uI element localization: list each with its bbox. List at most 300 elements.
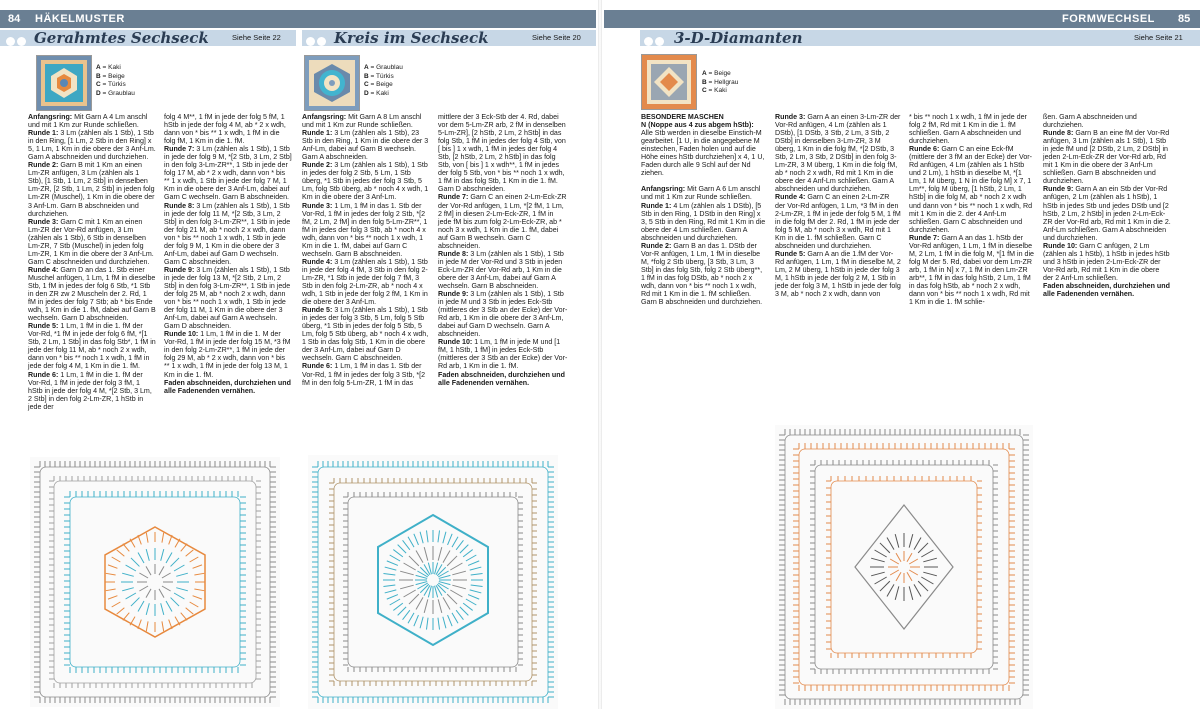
stitch-mark xyxy=(108,596,117,599)
star-icon xyxy=(644,33,666,43)
stitch-mark xyxy=(448,615,453,626)
stitch-mark xyxy=(471,573,483,575)
stitch-mark xyxy=(112,557,121,562)
stitch-mark xyxy=(176,588,188,591)
hexagon-outline xyxy=(105,527,205,637)
stitch-mark xyxy=(452,585,466,589)
instruction-lead: Anfangsring: xyxy=(302,113,347,121)
stitch-mark xyxy=(447,556,457,566)
stitch-mark xyxy=(438,547,442,561)
instruction-paragraph xyxy=(438,250,568,290)
stitch-mark xyxy=(393,603,403,610)
left-section-title: HÄKELMUSTER xyxy=(35,13,125,25)
instruction-lead: Runde 1: xyxy=(302,129,333,138)
right-section-title: FORMWECHSEL xyxy=(1062,13,1155,25)
instruction-paragraph xyxy=(1043,113,1171,129)
instruction-text: 4 Lm (zählen als 1 DStb), [5 Stb in den Ring, 1 DStb in den Ring] x 3, 5 Stb in den Ring, Rd mit 1 Km in die obere der 4 Lm schließen. Garn A abschneiden und durchziehen. xyxy=(641,201,766,242)
legend-item: A = Kaki xyxy=(96,64,121,71)
instruction-lead: Runde 3: xyxy=(28,217,59,226)
instruction-lead: Runde 7: xyxy=(438,193,469,202)
instruction-text: 1 Lm, 1 fM in die 1. fM der Vor-Rd, *1 fM in jede der folg 6 fM, *[1 Stb, 2 Lm, 1 Stb] in das folg Stb*, 1 fM in jede der folg 11 M, ab * noch 2 x wdh, dann von * bis ** noch 1 x wdh, 1 fM in jede der folg 4 M, 1 Km in die 1. fM. xyxy=(28,322,156,371)
instruction-lead: Runde 10: xyxy=(438,338,473,347)
stitch-frame xyxy=(334,483,532,681)
star-icon xyxy=(6,33,28,43)
stitch-mark xyxy=(409,556,419,566)
stitch-mark xyxy=(146,533,148,543)
instruction-lead: Anfangsring: xyxy=(641,185,686,194)
stitch-mark xyxy=(443,597,450,609)
instruction-paragraph xyxy=(1043,282,1171,298)
instruction-paragraph xyxy=(1043,129,1171,185)
stitch-mark xyxy=(403,610,410,620)
stitch-mark xyxy=(450,563,462,570)
stitch-mark xyxy=(117,550,125,556)
see-page-2: Siehe Seite 20 xyxy=(532,33,581,42)
instruction-text: 3 Lm (zählen als 1 Stb), 1 Stb in jede der folg 13 M, *[2 Stb, 2 Lm, 2 Stb] in den folg 3-Lm-ZR**, 1 Stb in jede der folg 25 M, ab * noch 2 x wdh, dann von * bis ** noch 1 x wdh, 1 Stb in jede der folg 11 M, 1 Km in die obere der 3 Anf-Lm, dabei auf Garn A wechseln. Garn D abschneiden. xyxy=(164,265,291,331)
stitch-mark xyxy=(880,543,890,553)
instruction-text: 3 Lm (zählen als 1 Stb), 1 Stb in jede der folg 4 fM, 3 Stb in den folg 2-Lm-ZR, *1 Stb in jede der folg 7 fM, 3 Stb in den folg 2-Lm-ZR, ab * noch 4 x wdh, 1 Stb in jede der folg 2 fM, 1 Km in die obere der 3 Anf-Lm. xyxy=(302,257,428,307)
stitch-mark xyxy=(443,551,450,563)
instruction-paragraph xyxy=(775,250,901,298)
stitch-mark xyxy=(106,573,116,575)
stitch-mark xyxy=(108,565,117,568)
instruction-paragraph xyxy=(1043,185,1171,241)
instruction-paragraph xyxy=(438,371,568,387)
instruction-text: Garn B mit 1 Km an einen Lm-ZR anfügen, 3 Lm (zählen als 1 Stb), [1 Stb, 1 Lm, 2 Stb] in denselben Lm-ZR, [2 Stb, 1 Lm, 2 Stb] in jeden folg Lm-ZR (Muschel), 1 Km in die obere der 3 Anf-Lm. Garn B abschneiden und durchziehen. xyxy=(28,161,155,218)
stitch-mark xyxy=(909,586,913,600)
instruction-paragraph xyxy=(302,306,430,362)
pattern-title-1: Gerahmtes Sechseck xyxy=(34,29,209,47)
stitch-mark xyxy=(895,534,899,548)
stitch-mark xyxy=(895,586,899,600)
stitch-mark xyxy=(921,577,933,584)
instruction-text: Garn D an das 1. Stb einer Muschel anfügen, 1 Lm, 1 fM in dieselbe Stb, 1 fM in jedes der folg 6 Stb, *1 Stb in den ZR zw 2 Muscheln der 2. Rd, 1 fM in jedes der folg 7 Stb; ab * bis Ende wdh, 1 Km in die 1. fM, dabei auf Garn B wechseln. Garn D abschneiden. xyxy=(28,265,156,323)
instruction-text: ßen. Garn A abschneiden und durchziehen. xyxy=(1043,113,1137,130)
instruction-paragraph xyxy=(164,266,292,330)
instruction-paragraph xyxy=(28,218,156,266)
instruction-paragraph xyxy=(28,322,156,370)
stitch-mark xyxy=(456,540,463,550)
instruction-text: Garn A an die 1.fM der Vor-Rd anfügen, 1 Lm, 1 fM in dieselbe M, 2 Lm, 2 M überg, 1 hStb in jede der folg 3 M, 1 hStb in jede der folg 2 M, 1 Stb in jede der folg 3 M, 1 hStb in jede der folg 3 M, ab * noch 2 x wdh, dann von xyxy=(775,249,901,299)
stitch-mark xyxy=(875,577,887,584)
stitch-mark xyxy=(393,550,403,557)
instruction-text: folg 4 M**, 1 fM in jede der folg 5 fM, 1 hStb in jede der folg 4 M, ab * 2 x wdh, dann von * bis ** 1 x wdh, 1 fM in die folg fM, 1 Km in die 1. fM. xyxy=(164,113,286,146)
instruction-text: 3 Lm (zählen als 1 Stb), 1 Stb in den Ring, [1 Lm, 2 Stb in den Ring] x 5, 1 Lm, 1 Km in die obere der 3 Anf-Lm. Garn A abschneiden und durchziehen. xyxy=(28,129,156,162)
instructions-column-5 xyxy=(641,113,767,306)
stitch-mark xyxy=(387,561,398,566)
stitch-mark xyxy=(126,565,136,571)
stitch-mark xyxy=(452,571,466,575)
stitch-mark xyxy=(106,589,116,591)
stitch-mark xyxy=(166,553,172,563)
star-icon xyxy=(306,33,328,43)
legend-3 xyxy=(702,70,738,96)
stitch-mark xyxy=(194,573,204,575)
stitch-mark xyxy=(139,573,148,578)
square-photo-2 xyxy=(304,55,360,111)
stitch-mark xyxy=(193,565,202,568)
instruction-lead: Runde 1: xyxy=(28,129,59,138)
stitch-mark xyxy=(181,544,187,552)
stitch-frame xyxy=(318,467,548,697)
stitch-mark xyxy=(390,555,400,561)
instruction-lead: Faden abschneiden, durchziehen und alle Fadenenden vernähen. xyxy=(438,370,565,387)
stitch-frame xyxy=(815,465,993,669)
stitch-mark xyxy=(117,608,125,614)
legend-item: C = Türkis xyxy=(96,81,126,88)
stitch-mark xyxy=(138,601,144,611)
stitch-mark xyxy=(138,553,144,563)
stitch-mark xyxy=(186,608,194,614)
instruction-lead: Runde 5: xyxy=(28,322,59,331)
stitch-mark xyxy=(452,613,458,623)
instruction-lead: Runde 8: xyxy=(1043,129,1074,138)
instruction-text: 3 Lm (zählen als 1 Stb), 1 Stb in jedes der folg 3 Stb, 5 Lm, folg 5 Stb überg, *1 Stb in jedes der folg 5 Stb, 5 Lm, folg 5 Stb überg, ab * noch 4 x wdh, 1 Stb in das folg Stb, 1 Km in die obere der 3 Anf-Lm, dabei auf Garn D wechseln. Garn C abschneiden. xyxy=(302,306,429,363)
stitch-mark xyxy=(193,596,202,599)
legend-2 xyxy=(364,64,403,98)
stitch-mark xyxy=(146,566,151,575)
instruction-lead: Runde 8: xyxy=(438,249,469,258)
stitch-frame xyxy=(54,481,256,683)
stitch-mark xyxy=(398,545,406,553)
stitch-mark xyxy=(448,534,453,545)
stitch-mark xyxy=(887,584,894,596)
stitch-frame xyxy=(799,449,1009,685)
stitch-mark xyxy=(438,599,442,613)
stitch-mark xyxy=(385,590,397,593)
stitch-frame xyxy=(70,497,240,667)
instruction-paragraph xyxy=(302,202,430,258)
instruction-paragraph xyxy=(641,121,767,177)
stitch-mark xyxy=(387,595,398,600)
stitch-mark xyxy=(161,549,164,561)
instruction-paragraph xyxy=(302,161,430,201)
stitch-mark xyxy=(171,558,179,566)
instruction-lead: Runde 5: xyxy=(775,249,806,258)
instruction-lead: Runde 8: xyxy=(164,201,195,210)
instruction-text: 1 Lm, 1 fM in jede M und [1 fM, 1 hStb, 1 fM] in jedes Eck-Stb (mittleres der 3 Stb an der Ecke) der Vor-Rd arb, 1 Km in die 1. fM. xyxy=(438,338,568,371)
stitch-mark xyxy=(420,617,423,629)
see-page-1: Siehe Seite 22 xyxy=(232,33,281,42)
square-photo-3 xyxy=(641,54,697,110)
instruction-paragraph xyxy=(28,266,156,322)
stitch-frame xyxy=(40,467,270,697)
instructions-column-8 xyxy=(1043,113,1171,298)
stitch-mark xyxy=(896,572,901,581)
stitch-mark xyxy=(463,550,473,557)
instruction-paragraph xyxy=(641,177,767,185)
instruction-lead: Anfangsring: xyxy=(28,113,73,121)
instruction-text: Garn B an das 1. DStb der Vor-R anfügen, 1 Lm, 1 fM in dieselbe M, *folg 2 Stb überg, [3 Stb, 3 Lm, 3 Stb] in das folg Stb, folg 2 Stb überg**, 1 fM in das folg DStb, ab * noch 2 x wdh, dann von * bis ** noch 1 x wdh, Rd mit 1 Km in die 1. fM schließen. Garn B abschneiden und durchziehen. xyxy=(641,241,763,307)
instruction-lead: Runde 6: xyxy=(28,370,59,379)
instruction-lead: Runde 3: xyxy=(302,201,333,210)
stitch-mark xyxy=(468,561,479,566)
instruction-lead: Runde 1: xyxy=(641,201,672,210)
instruction-text: Garn A an das 1. hStb der Vor-Rd anfügen, 1 Lm, 1 fM in dieselbe M, 2 Lm, 1 fM in die folg M, *[1 fM in die folg M der 5. Rd, dabei vor dem Lm-ZR arb, 1 fM in N] x 7, 1 fM in den Lm-ZR arb**, 1 fM in das folg hStb, 2 Lm, 1 fM in das folg hStb, ab * noch 2 x wdh, dann von * bis ** noch 1 x wdh, Rd mit 1 Km in die 1. fM schlie- xyxy=(909,233,1034,307)
stitch-mark xyxy=(450,590,462,597)
instruction-lead: Runde 9: xyxy=(1043,185,1074,194)
stitch-mark xyxy=(166,601,172,611)
instruction-paragraph xyxy=(641,202,767,242)
instruction-lead: Faden abschneiden, durchziehen und alle Fadenenden vernähen. xyxy=(1043,281,1170,299)
instruction-text: Garn C an eine Eck-fM (mittlere der 3 fM an der Ecke) der Vor-Rd anfügen, 4 Lm (zählen als 1 hStb und 2 Lm), 1 hStb in dieselbe M, *[1 Lm, 1 M überg, 1 N in die folg M] x 7, 1 Lm**, folg M überg, [1 hStb, 2 Lm, 1 hStb] in die folg M, ab * noch 2 x wdh und dann von * bis ** noch 1 x wdh, Rd mit 1 Km in die 2. der 4 Anf-Lm schließen. Garn C abschneiden und durchziehen. xyxy=(909,145,1033,234)
stitch-mark xyxy=(112,602,121,607)
legend-item: A = Graublau xyxy=(364,64,403,71)
instruction-lead: Runde 7: xyxy=(164,145,195,154)
stitch-mark xyxy=(914,584,921,596)
stitch-mark xyxy=(875,550,887,557)
stitch-mark xyxy=(463,603,473,610)
stitch-mark xyxy=(871,572,885,576)
instruction-lead: Runde 2: xyxy=(302,161,333,170)
instruction-paragraph xyxy=(28,161,156,217)
stitch-mark xyxy=(907,572,912,581)
stitch-mark xyxy=(887,538,894,550)
see-page-3: Siehe Seite 21 xyxy=(1134,33,1183,42)
instruction-paragraph xyxy=(302,362,430,386)
instruction-lead: Runde 6: xyxy=(909,145,940,154)
stitch-mark xyxy=(408,613,414,623)
instruction-paragraph xyxy=(641,113,767,121)
instruction-paragraph xyxy=(164,330,292,378)
instruction-paragraph xyxy=(909,234,1035,306)
stitch-mark xyxy=(146,589,151,598)
pattern-title-3: 3-D-Diamanten xyxy=(674,29,803,47)
stitch-mark xyxy=(447,594,457,604)
instruction-paragraph xyxy=(164,379,292,395)
stitch-mark xyxy=(162,573,171,578)
instruction-lead: Runde 10: xyxy=(1043,241,1078,250)
stitch-mark xyxy=(385,567,397,570)
stitch-mark xyxy=(420,532,423,544)
stitch-mark xyxy=(923,558,937,562)
instruction-lead: BESONDERE MASCHEN xyxy=(641,113,724,121)
stitch-mark xyxy=(909,534,913,548)
instruction-text: 3 Lm (zählen als 1 Stb), 1 Stb in jede M und 3 Stb in jedes Eck-Stb (mittleres der 3 Stb an der Ecke) der Vor-Rd arb, 1 Km in die obere der 3 Anf-Lm, dabei auf Garn D wechseln. Garn A abschneiden. xyxy=(438,290,568,339)
instruction-paragraph xyxy=(164,202,292,266)
instruction-lead: Runde 4: xyxy=(302,257,333,266)
instruction-text: 1 Lm, 1 fM in das 1. Stb der Vor-Rd, 1 fM in jedes der folg 2 Stb, *[2 fM, 2 Lm, 2 fM] in den folg 5-Lm-ZR**, 1 fM in jedes der folg 3 Stb, ab * noch 4 x wdh, dann von * bis ** noch 1 x wdh, 1 Km in die 1. fM, dabei auf Garn C wechseln. Garn B abschneiden. xyxy=(302,201,428,258)
stitch-mark xyxy=(171,598,179,606)
instruction-lead: Runde 5: xyxy=(302,306,333,315)
left-page-number: 84 xyxy=(8,13,21,25)
instructions-column-4 xyxy=(438,113,568,387)
instruction-paragraph xyxy=(1043,242,1171,282)
instruction-paragraph xyxy=(641,185,767,201)
stitch-mark xyxy=(452,537,458,547)
instruction-paragraph xyxy=(775,193,901,249)
stitch-mark xyxy=(174,565,184,571)
stitch-mark xyxy=(471,585,483,587)
instruction-lead: N (Noppe aus 4 zus abgem hStb): xyxy=(641,121,754,130)
stitch-mark xyxy=(174,593,184,599)
instruction-paragraph xyxy=(28,129,156,161)
stitch-mark xyxy=(438,530,440,542)
instruction-text: Garn C anfügen, 2 Lm (zählen als 1 hStb), 1 hStb in jedes hStb und 3 hStb in jeden 2-Lm-Eck-ZR der Vor-Rd arb, Rd mit 1 Km in die obere der 2 Anf-Lm schließen. xyxy=(1043,241,1170,282)
stitch-frame xyxy=(831,481,977,653)
stitch-mark xyxy=(923,572,937,576)
instruction-text: Mit Garn A 6 Lm anschl und mit 1 Km zur Runde schließen. xyxy=(641,185,761,202)
stitch-mark xyxy=(146,549,149,561)
diamond-outline xyxy=(855,505,953,629)
instruction-text: Garn A an ein Stb der Vor-Rd anfügen, 2 Lm (zählen als 1 hStb), 1 hStb in jedes Stb und jedes DStb und [2 hStb, 2 Lm, 2 hStb] in jeden 2-Lm-Eck-ZR der Vor-Rd arb, Rd mit 1 Km in die 2. Anf-Lm schließen. Garn A abschneiden und durchziehen. xyxy=(1043,185,1171,242)
stitch-mark xyxy=(186,550,194,556)
legend-item: A = Beige xyxy=(702,70,731,77)
stitch-mark xyxy=(437,567,445,575)
instruction-paragraph xyxy=(909,113,1035,145)
stitch-frame xyxy=(348,497,518,667)
instruction-text: 1 Lm, 1 fM in die 1. fM der Vor-Rd, 1 fM in jede der folg 3 fM, 1 hStb in jede der folg 4 M, *[2 Stb, 3 Lm, 2 Stb] in den folg 2-Lm-ZR, 1 hStb in jede der xyxy=(28,370,152,411)
stitch-mark xyxy=(466,599,476,605)
instruction-paragraph xyxy=(909,145,1035,234)
instruction-text: Alle Stb werden in dieselbe Einstich-M gearbeitet. [1 U, in die angegebene M einstechen, Faden holen und auf die Höhe eines hStb durchziehen] x 4, 1 U, Faden durch alle 9 Schl auf der Nd ziehen. xyxy=(641,129,765,178)
legend-item: D = Graublau xyxy=(96,89,135,97)
instruction-lead: Runde 9: xyxy=(164,265,195,274)
instruction-text: Mit Garn A 4 Lm anschl und mit 1 Km zur Runde schließen. xyxy=(28,113,148,130)
stitch-mark xyxy=(416,597,423,609)
stitch-mark xyxy=(416,551,423,563)
stitch-mark xyxy=(424,599,428,613)
square-photo-1 xyxy=(36,55,92,111)
stitch-mark xyxy=(909,559,918,564)
stitch-mark xyxy=(390,599,400,605)
instruction-paragraph xyxy=(438,113,568,193)
instruction-paragraph xyxy=(641,242,767,306)
stitch-mark xyxy=(408,537,414,547)
stitch-mark xyxy=(139,586,148,591)
stitch-mark xyxy=(400,585,414,589)
stitch-mark xyxy=(914,538,921,550)
instruction-paragraph xyxy=(164,113,292,145)
instruction-text: 3 Lm (zählen als 1 Stb), 1 Stb in jede der folg 11 M, *[2 Stb, 3 Lm, 2 Stb] in den folg 3-Lm-ZR**, 1 Stb in jede der folg 21 M, ab * noch 2 x wdh, dann von * bis ** noch 1 x wdh, 1 Stb in jede der folg 9 M, 1 Km in die obere der 3 Anf-Lm, dabei auf Garn D wechseln. Garn C abschneiden. xyxy=(164,201,291,266)
instruction-text: mittlere der 3 Eck-Stb der 4. Rd, dabei vor dem 5-Lm-ZR arb, 2 fM in denselben 5-Lm-ZR], [2 hStb, 2 Lm, 2 hStb] in das folg Stb, 1 fM in jedes der folg 4 Stb, von [ bis ] 1 x wdh, 1 fM in jedes der folg 4 Stb, [2 hStb, 2 Lm, 2 hStb] in das folg Stb, von [ bis ] 1 x wdh**, 1 fM in jedes der folg 5 Stb, von * bis ** noch 1 x wdh, 1 fM in das folg Stb, 1 Km in die 1. fM. Garn D abschneiden. xyxy=(438,113,566,194)
instruction-lead: Runde 6: xyxy=(302,362,333,371)
instruction-lead: Runde 4: xyxy=(28,265,59,274)
stitch-mark xyxy=(404,590,416,597)
stitch-mark xyxy=(470,590,482,593)
stitch-mark xyxy=(190,557,199,562)
stitch-mark xyxy=(159,566,164,575)
pattern-title-2: Kreis im Sechseck xyxy=(334,29,489,47)
instruction-text: Garn B an eine fM der Vor-Rd anfügen, 3 Lm (zählen als 1 Stb), 1 Stb in jede fM und [2 DStb, 2 Lm, 2 DStb] in jeden 2-Lm-Eck-ZR der Vor-Rd arb, Rd mit 1 Km in die obere der 3 Anf-Lm schließen. Garn B abschneiden und durchziehen. xyxy=(1043,129,1170,186)
legend-item: D = Kaki xyxy=(364,89,389,97)
instruction-text: Mit Garn A 8 Lm anschl und mit 1 Km zur Runde schließen. xyxy=(302,113,422,130)
stitch-mark xyxy=(194,589,204,591)
stitch-mark xyxy=(470,567,482,570)
stitch-mark xyxy=(438,618,440,630)
legend-item: C = Beige xyxy=(364,81,393,88)
instruction-paragraph xyxy=(438,338,568,370)
stitch-mark xyxy=(162,586,171,591)
instruction-text: 3 Lm (zählen als 1 Stb), 1 Stb in jede der folg 9 M, *[2 Stb, 3 Lm, 2 Stb] in den folg 3-Lm-ZR**, 1 Stb in jede der folg 17 M, ab * 2 x wdh, dann von * bis ** 1 x wdh, 1 Stb in jede der folg 7 M, 1 Km in die obere der 3 Anf-Lm, dabei auf Garn C wechseln. Garn B abschneiden. xyxy=(164,145,292,202)
instructions-column-6 xyxy=(775,113,901,298)
stitch-mark xyxy=(146,621,148,631)
stitch-mark xyxy=(890,570,899,575)
crochet-chart-2 xyxy=(308,455,558,709)
stitch-mark xyxy=(890,559,899,564)
stitch-mark xyxy=(420,584,428,592)
stitch-mark xyxy=(176,573,188,576)
stitch-mark xyxy=(909,570,918,575)
instruction-paragraph xyxy=(438,290,568,338)
stitch-mark xyxy=(123,613,129,621)
instruction-paragraph xyxy=(28,371,156,411)
stitch-mark xyxy=(400,571,414,575)
stitch-mark xyxy=(398,607,406,615)
instruction-paragraph xyxy=(28,113,156,129)
legend-item: B = Beige xyxy=(96,72,125,80)
stitch-mark xyxy=(146,603,149,615)
instruction-lead: Runde 10: xyxy=(164,330,199,339)
stitch-mark xyxy=(403,540,410,550)
instruction-lead: Runde 2: xyxy=(641,241,672,250)
legend-item: B = Türkis xyxy=(364,72,394,80)
instruction-text: Garn C mit 1 Km an einen Lm-ZR der Vor-Rd anfügen, 3 Lm (zählen als 1 Stb), 6 Stb in denselben Lm-ZR, 7 Stb (Muschel) in jeden folg Lm-ZR, 1 Km in die obere der 3 Anf-Lm. Garn C abschneiden und durchziehen. xyxy=(28,217,154,266)
stitch-mark xyxy=(126,593,136,599)
right-page-number: 85 xyxy=(1178,13,1191,25)
stitch-mark xyxy=(460,545,468,553)
stitch-mark xyxy=(409,594,419,604)
instructions-column-2 xyxy=(164,113,292,395)
stitch-mark xyxy=(123,544,129,552)
instruction-lead: Runde 4: xyxy=(775,193,806,202)
stitch-mark xyxy=(122,573,134,576)
stitch-mark xyxy=(896,553,901,562)
stitch-mark xyxy=(131,598,139,606)
stitch-mark xyxy=(161,603,164,615)
stitch-mark xyxy=(414,615,419,626)
instruction-text: 1 Lm, 1 fM in das 1. Stb der Vor-Rd, 1 fM in jedes der folg 3 Stb, *[2 fM in den folg 5-Lm-ZR, 1 fM in das xyxy=(302,362,426,387)
stitch-mark xyxy=(162,621,164,631)
stitch-mark xyxy=(426,618,428,630)
stitch-mark xyxy=(404,563,416,570)
crochet-chart-3 xyxy=(775,425,1033,709)
stitch-mark xyxy=(468,595,479,600)
stitch-mark xyxy=(181,613,187,621)
book-spine xyxy=(598,0,602,709)
instruction-lead: Runde 7: xyxy=(909,233,940,242)
instruction-paragraph xyxy=(302,258,430,306)
instruction-text: 3 Lm (zählen als 1 Stb), 23 Stb in den Ring, 1 Km in die obere der 3 Anf-Lm, dabei auf Garn B wechseln. Garn A abschneiden. xyxy=(302,129,429,162)
legend-item: B = Hellgrau xyxy=(702,78,739,86)
stitch-mark xyxy=(443,617,446,629)
instruction-text: Garn A an einen 3-Lm-ZR der Vor-Rd anfügen, 4 Lm (zählen als 1 DStb), [1 DStb, 3 Stb, 2 Lm, 3 Stb, 2 DStb] in denselben 3-Lm-ZR, 3 M überg, 1 Km in die folg fM, *[2 DStb, 3 Stb, 2 Lm, 3 Stb, 2 DStb] in den folg 3-Lm-ZR, 3 M überg, 1 Km in die folg fM, ab * noch 2 x wdh, Rd mit 1 Km in die obere der 4 Anf-Lm schließen. Garn A abschneiden und durchziehen. xyxy=(775,113,901,194)
instruction-lead: Runde 2: xyxy=(28,161,59,170)
instruction-lead: Runde 3: xyxy=(775,113,806,121)
instructions-column-3 xyxy=(302,113,430,387)
stitch-mark xyxy=(907,553,912,562)
instruction-text: 1 Lm, 1 fM in die 1. M der Vor-Rd, 1 fM in jede der folg 15 M, *3 fM in den folg 2-Lm-ZR**, 1 fM in jede der folg 29 M, ab * 2 x wdh, dann von * bis ** 1 x wdh, 1 fM in jede der folg 13 M, 1 Km in die 1. fM. xyxy=(164,330,291,379)
stitch-mark xyxy=(918,581,928,591)
stitch-mark xyxy=(456,610,463,620)
stitch-mark xyxy=(871,558,885,562)
instruction-paragraph xyxy=(164,145,292,201)
stitch-mark xyxy=(460,607,468,615)
instruction-paragraph xyxy=(438,193,568,249)
stitch-mark xyxy=(921,550,933,557)
instruction-paragraph xyxy=(775,113,901,193)
instruction-lead: Faden abschneiden, durchziehen und alle Fadenenden vernähen. xyxy=(164,378,291,395)
stitch-frame xyxy=(785,435,1023,699)
instruction-text: Garn C an einen 2-Lm-ZR der Vor-Rd anfügen, 1 Lm, *3 fM in den 2-Lm-ZR, 1 fM in jede der folg 5 M, 1 fM in die folg fM der 2. Rd, 1 fM in jede der folg 5 M, ab * noch 3 x wdh, Rd mit 1 Km in die 1. fM schließen. Garn C abschneiden und durchziehen. xyxy=(775,193,901,250)
instruction-text: 3 Lm (zählen als 1 Stb), 1 Stb in jede M der Vor-Rd und 3 Stb in jeden Eck-Lm-ZR der Vor-Rd arb, 1 Km in die obere der 3 Anf-Lm, dabei auf Garn A wechseln. Garn B abschneiden. xyxy=(438,249,564,290)
instruction-lead: Runde 9: xyxy=(438,290,469,299)
stitch-mark xyxy=(159,589,164,598)
stitch-mark xyxy=(383,573,395,575)
instruction-paragraph xyxy=(302,113,430,129)
instructions-column-7 xyxy=(909,113,1035,306)
stitch-mark xyxy=(443,532,446,544)
